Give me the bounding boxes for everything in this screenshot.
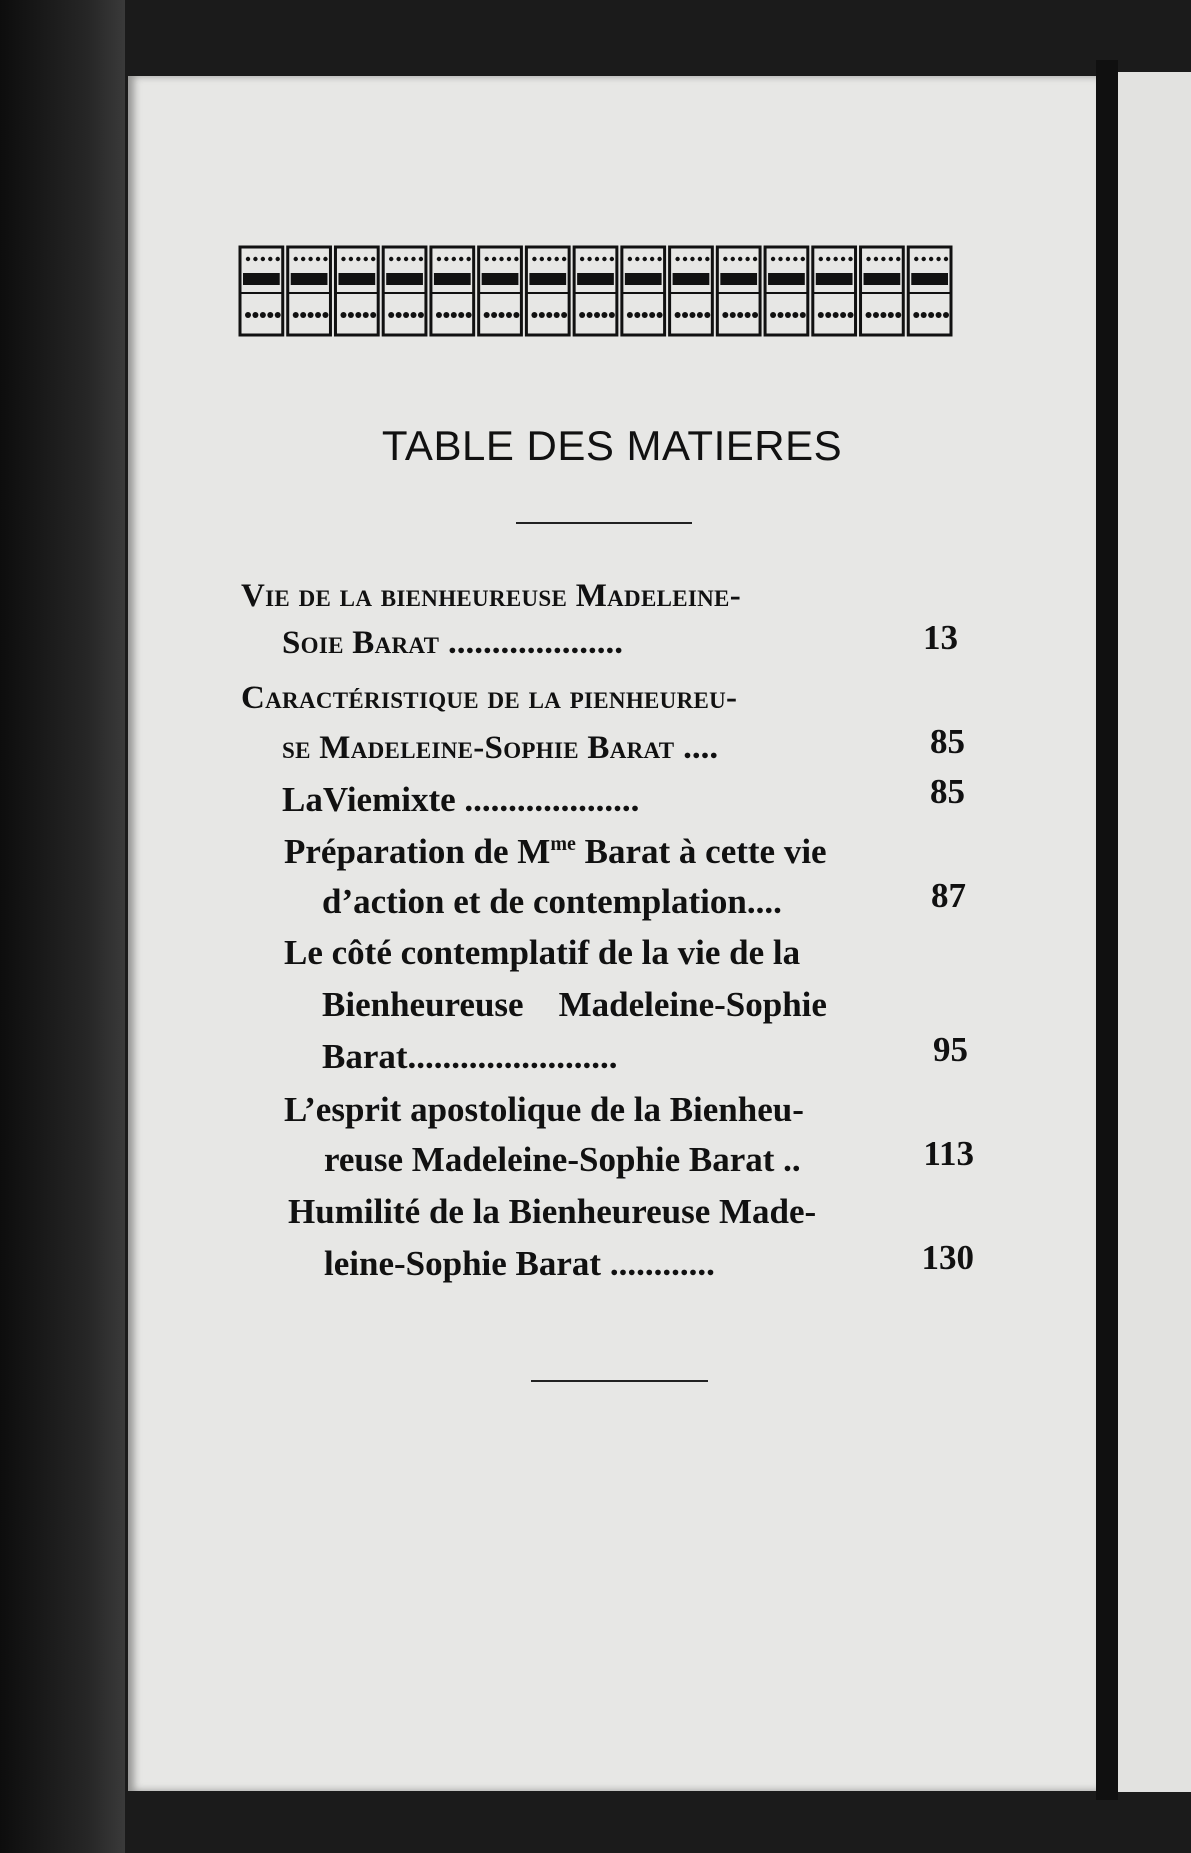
ornament-block bbox=[335, 247, 378, 335]
ornament-block bbox=[383, 247, 426, 335]
ornament-block bbox=[717, 247, 760, 335]
ornament-block bbox=[670, 247, 713, 335]
toc-entry-5-line-2: Bienheureuse Madeleine-Sophie bbox=[322, 985, 827, 1024]
scan-left-edge bbox=[0, 0, 125, 1853]
toc-entry-1-line-1: Vie de la bienheureuse Madeleine- bbox=[241, 578, 741, 614]
ornament-block bbox=[765, 247, 808, 335]
dot-leader: .... bbox=[746, 882, 782, 921]
toc-entry-2-line-1: Caractéristique de la pienheureu- bbox=[241, 680, 738, 716]
toc-entry-7-page: 130 bbox=[921, 1238, 974, 1277]
toc-entry-3-line-1: LaViemixte .................... bbox=[282, 780, 640, 819]
toc-entry-6-page: 113 bbox=[923, 1134, 974, 1173]
dot-leader: ............ bbox=[601, 1244, 715, 1283]
dot-leader: .................... bbox=[439, 622, 624, 661]
toc-entry-3-page: 85 bbox=[930, 772, 965, 811]
title-rule bbox=[516, 522, 692, 524]
dot-leader: ........................ bbox=[407, 1037, 618, 1076]
toc-entry-2-line-2: se Madeleine-Sophie Barat .... bbox=[282, 727, 719, 766]
dot-leader: .................... bbox=[455, 780, 640, 819]
toc-entry-4-line-2: d’action et de contemplation.... bbox=[322, 882, 782, 921]
toc-entry-5-line-1: Le côté contemplatif de la vie de la bbox=[284, 933, 801, 972]
ornament-block bbox=[574, 247, 617, 335]
ornament-block bbox=[908, 247, 951, 335]
toc-entry-7-line-2: leine-Sophie Barat ............ bbox=[324, 1244, 715, 1283]
toc-entry-2-page: 85 bbox=[930, 722, 965, 761]
toc-entry-4-page: 87 bbox=[931, 876, 966, 915]
toc-entry-4-line-1: Préparation de $M^{me}$ Barat à cette vie bbox=[284, 832, 827, 871]
ornament-block bbox=[431, 247, 474, 335]
toc-entry-6-line-1: L’esprit apostolique de la Bienheu- bbox=[284, 1090, 804, 1129]
page-title: TABLE DES MATIERES bbox=[381, 422, 843, 469]
ornament-block bbox=[240, 247, 283, 335]
ornament-block bbox=[526, 247, 569, 335]
toc-entry-1-line-2: Soie Barat .................... bbox=[282, 622, 624, 661]
toc-entry-5-page: 95 bbox=[933, 1030, 968, 1069]
dot-leader: .... bbox=[674, 727, 719, 766]
closing-rule bbox=[531, 1380, 708, 1382]
facing-page bbox=[1118, 72, 1191, 1792]
toc-entry-6-line-2: reuse Madeleine-Sophie Barat .. bbox=[324, 1140, 801, 1179]
ornament-block bbox=[813, 247, 856, 335]
dot-leader: .. bbox=[774, 1140, 801, 1179]
decorative-border-ornament bbox=[238, 243, 954, 339]
ornament-block bbox=[479, 247, 522, 335]
ornament-block bbox=[861, 247, 904, 335]
toc-entry-1-page: 13 bbox=[923, 618, 958, 657]
toc-entry-5-line-3: Barat........................ bbox=[322, 1037, 618, 1076]
ornament-block bbox=[622, 247, 665, 335]
book-spine bbox=[1096, 60, 1118, 1800]
ornament-block bbox=[288, 247, 331, 335]
toc-entry-7-line-1: Humilité de la Bienheureuse Made- bbox=[288, 1192, 817, 1231]
